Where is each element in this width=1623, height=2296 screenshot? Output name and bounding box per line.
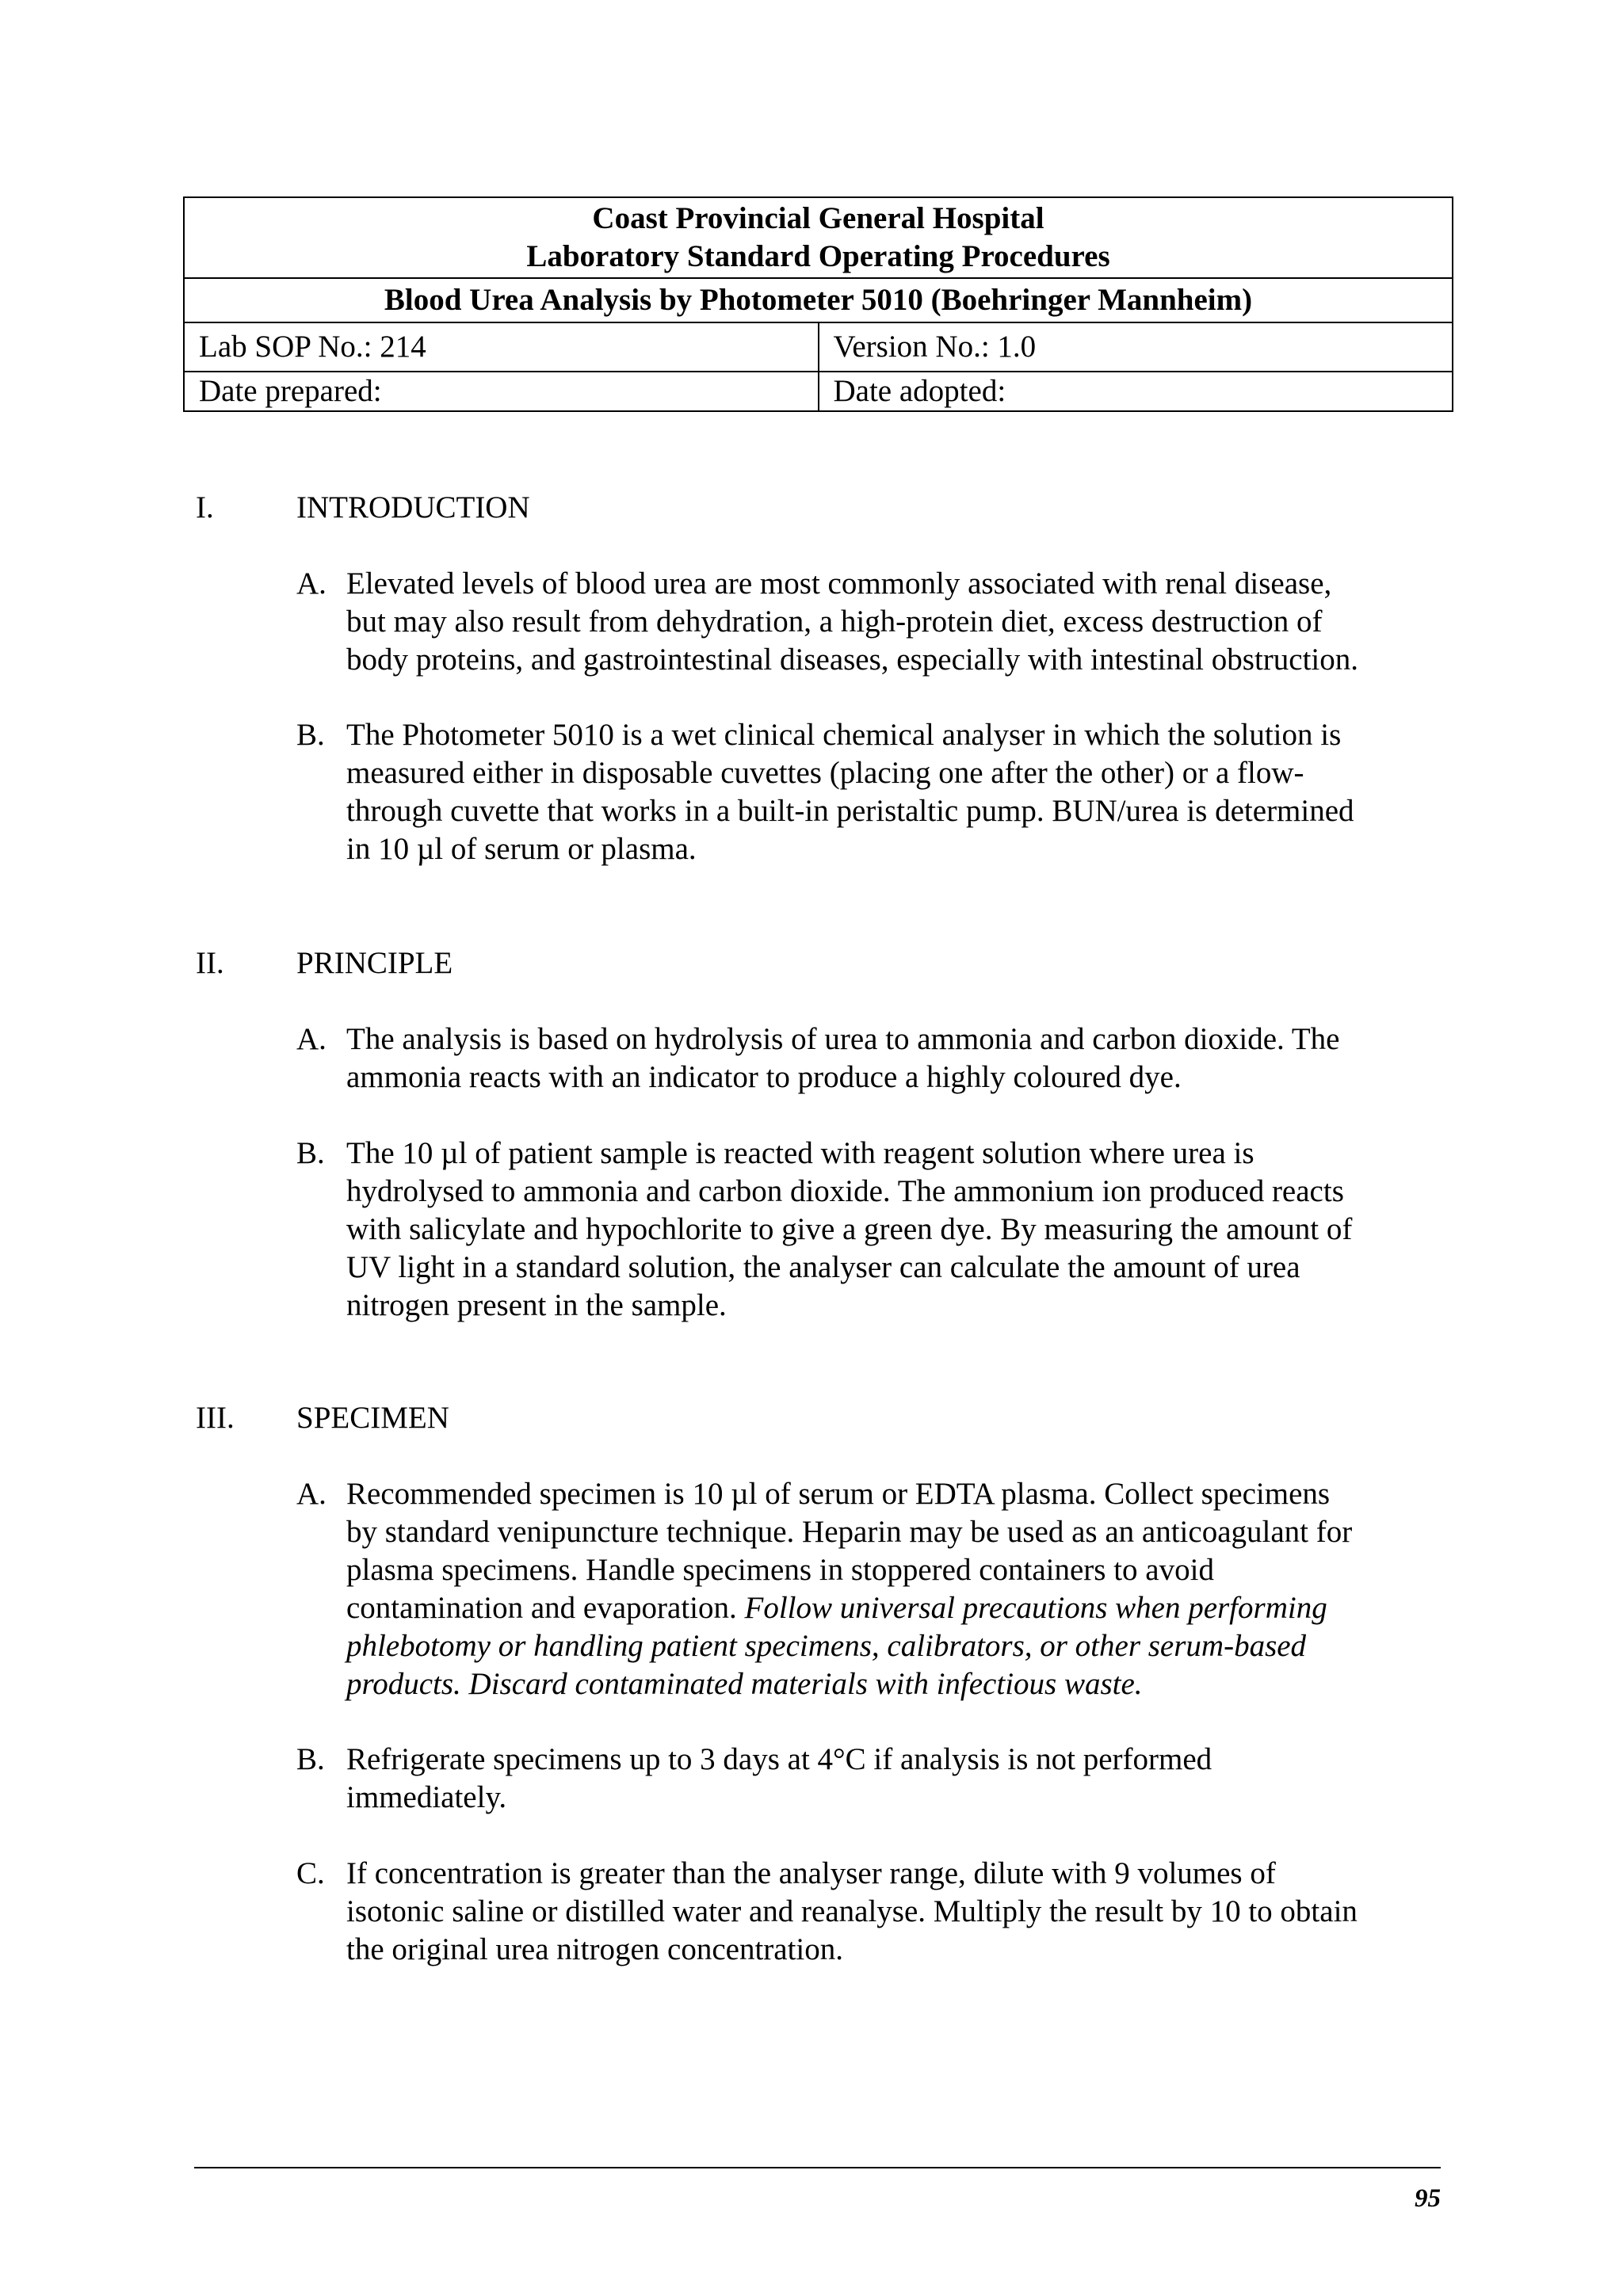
text-line: Refrigerate specimens up to 3 days at 4°C if analysis is not performed: [346, 1742, 1212, 1776]
text-line: by standard venipuncture technique. Heparin may be used as an anticoagulant for: [346, 1515, 1353, 1549]
version-number: Version No.: 1.0: [819, 322, 1453, 372]
text-line: The analysis is based on hydrolysis of urea to ammonia and carbon dioxide. The: [346, 1022, 1340, 1056]
sop-number: Lab SOP No.: 214: [184, 322, 819, 372]
text-line: measured either in disposable cuvettes (placing one after the other) or a flow-: [346, 756, 1304, 790]
date-prepared: Date prepared:: [184, 372, 819, 411]
section-numeral: II.: [196, 946, 224, 980]
text-line: [346, 1589, 1575, 1627]
header-title-cell: [184, 197, 1453, 278]
footer-divider: [194, 2167, 1441, 2168]
item-text: [346, 1855, 1575, 1969]
text-line: If concentration is greater than the analyser range, dilute with 9 volumes of: [346, 1856, 1276, 1890]
item-text: [346, 1475, 1575, 1703]
sop-header-table: [183, 196, 1453, 412]
precaution-text: Follow universal precautions when performing: [744, 1591, 1327, 1625]
text-line: in 10 µl of serum or plasma.: [346, 832, 697, 866]
item-text: [346, 716, 1575, 868]
item-letter: C.: [296, 1856, 325, 1890]
text-line: the original urea nitrogen concentration.: [346, 1932, 844, 1966]
text-line: isotonic saline or distilled water and reanalyse. Multiply the result by 10 to obtain: [346, 1894, 1358, 1928]
text-fragment: contamination and evaporation.: [346, 1591, 745, 1625]
section-numeral: III.: [196, 1401, 235, 1435]
section-heading: PRINCIPLE: [296, 946, 453, 980]
text-line: through cuvette that works in a built-in peristaltic pump. BUN/urea is determined: [346, 794, 1354, 828]
item-letter: A.: [296, 1022, 327, 1056]
text-line: but may also result from dehydration, a high-protein diet, excess destruction of: [346, 605, 1323, 639]
hospital-name: Coast Provincial General Hospital: [592, 201, 1044, 235]
text-line: The 10 µl of patient sample is reacted with reagent solution where urea is: [346, 1136, 1254, 1170]
item-text: [346, 1741, 1575, 1817]
item-text: [346, 565, 1575, 679]
item-letter: B.: [296, 718, 325, 752]
procedure-title: Blood Urea Analysis by Photometer 5010 (Boehringer Mannheim): [184, 278, 1453, 322]
text-line: with salicylate and hypochlorite to give a green dye. By measuring the amount of: [346, 1212, 1353, 1246]
text-line: Recommended specimen is 10 µl of serum or EDTA plasma. Collect specimens: [346, 1477, 1331, 1511]
text-line: UV light in a standard solution, the analyser can calculate the amount of urea: [346, 1250, 1300, 1284]
item-letter: B.: [296, 1742, 325, 1776]
item-text: [346, 1135, 1575, 1325]
page-number: 95: [1415, 2184, 1441, 2213]
section-numeral: I.: [196, 490, 214, 524]
item-letter: A.: [296, 1477, 327, 1511]
text-line: body proteins, and gastrointestinal diseases, especially with intestinal obstruction.: [346, 643, 1359, 677]
text-line: immediately.: [346, 1780, 507, 1814]
text-line: nitrogen present in the sample.: [346, 1288, 727, 1322]
item-text: [346, 1020, 1575, 1097]
section-heading: SPECIMEN: [296, 1401, 449, 1435]
text-line: plasma specimens. Handle specimens in stoppered containers to avoid: [346, 1553, 1214, 1587]
precaution-text: phlebotomy or handling patient specimens, calibrators, or other serum-based: [346, 1629, 1307, 1663]
department-name: Laboratory Standard Operating Procedures: [526, 239, 1110, 273]
precaution-text: products. Discard contaminated materials with infectious waste.: [346, 1667, 1143, 1701]
item-letter: B.: [296, 1136, 325, 1170]
text-line: hydrolysed to ammonia and carbon dioxide. The ammonium ion produced reacts: [346, 1174, 1344, 1208]
text-line: ammonia reacts with an indicator to produce a highly coloured dye.: [346, 1060, 1182, 1094]
item-letter: A.: [296, 566, 327, 601]
date-adopted: Date adopted:: [819, 372, 1453, 411]
text-line: The Photometer 5010 is a wet clinical chemical analyser in which the solution is: [346, 718, 1342, 752]
section-heading: INTRODUCTION: [296, 490, 530, 524]
text-line: Elevated levels of blood urea are most commonly associated with renal disease,: [346, 566, 1332, 601]
